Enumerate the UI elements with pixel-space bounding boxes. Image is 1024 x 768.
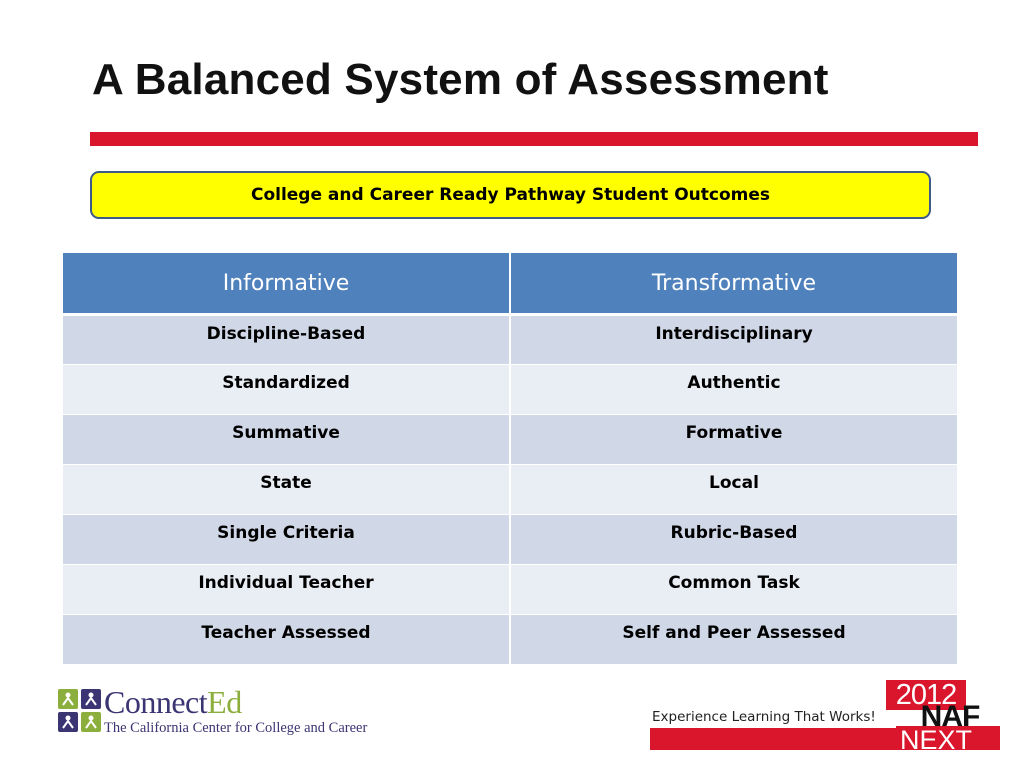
- transformative-cell: Rubric-Based: [510, 515, 957, 565]
- transformative-cell: Interdisciplinary: [510, 315, 957, 365]
- outcomes-banner-text: College and Career Ready Pathway Student Outcomes: [250, 185, 771, 205]
- informative-cell: Individual Teacher: [63, 565, 510, 615]
- informative-cell: Standardized: [63, 365, 510, 415]
- informative-cell: Summative: [63, 415, 510, 465]
- table-row: [63, 515, 957, 565]
- table-row: [63, 465, 957, 515]
- outcomes-banner: [90, 171, 931, 219]
- naf-next-text: NEXT: [899, 725, 972, 755]
- assessment-table: [63, 253, 957, 665]
- naf-wordmark: NAF: [920, 700, 980, 733]
- transformative-cell: Common Task: [510, 565, 957, 615]
- informative-cell: Single Criteria: [63, 515, 510, 565]
- connected-logo: [58, 684, 368, 738]
- logo-name-main: Connect: [104, 684, 208, 720]
- informative-cell: Teacher Assessed: [63, 615, 510, 665]
- naf-year: 2012: [886, 680, 966, 710]
- transformative-cell: Formative: [510, 415, 957, 465]
- informative-cell: State: [63, 465, 510, 515]
- logo-name-accent: Ed: [207, 684, 242, 720]
- header-transformative: Transformative: [510, 253, 957, 315]
- title-underline-bar: [90, 132, 978, 146]
- connected-logo-name: [104, 684, 242, 721]
- header-informative: Informative: [63, 253, 510, 315]
- table-row: [63, 415, 957, 465]
- table-row: [63, 565, 957, 615]
- naf-next-logo: [648, 680, 1008, 755]
- connected-logo-tagline: The California Center for College and Career: [104, 720, 368, 736]
- informative-cell: Discipline-Based: [63, 315, 510, 365]
- table-row: [63, 365, 957, 415]
- connected-logo-mark-icon: [58, 689, 102, 733]
- transformative-cell: Self and Peer Assessed: [510, 615, 957, 665]
- table-row: [63, 615, 957, 665]
- transformative-cell: Authentic: [510, 365, 957, 415]
- table-header-row: [63, 253, 957, 315]
- slide-title: A Balanced System of Assessment: [92, 55, 829, 104]
- table-row: [63, 315, 957, 365]
- transformative-cell: Local: [510, 465, 957, 515]
- naf-tagline: Experience Learning That Works!: [648, 706, 896, 728]
